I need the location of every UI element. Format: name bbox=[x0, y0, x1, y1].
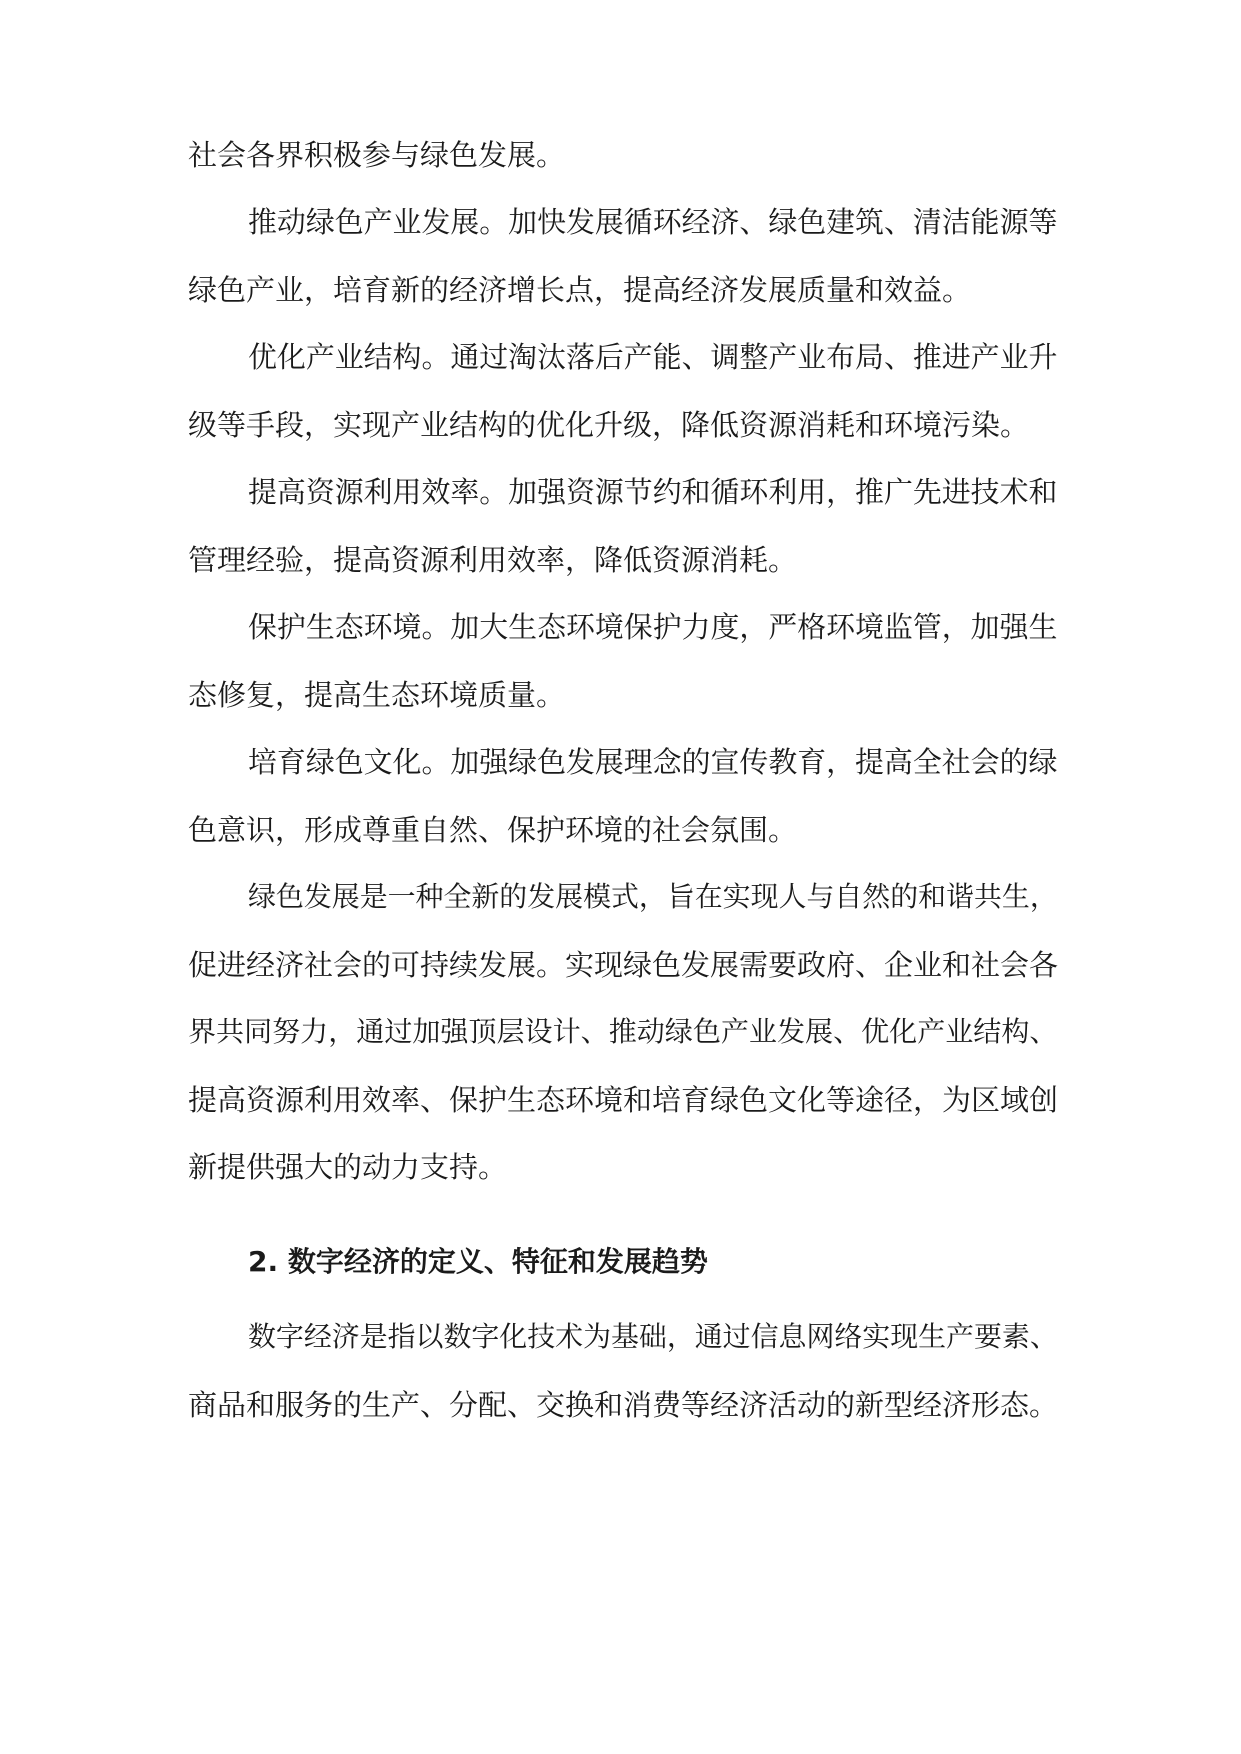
text-line: 色意识，形成尊重自然、保护环境的社会氛围。 bbox=[188, 813, 798, 847]
text-line: 绿色产业，培育新的经济增长点，提高经济发展质量和效益。 bbox=[188, 273, 972, 307]
text-line: 保护生态环境。加大生态环境保护力度，严格环境监管，加强生 bbox=[248, 610, 1058, 644]
text-line: 促进经济社会的可持续发展。实现绿色发展需要政府、企业和社会各 bbox=[188, 948, 1059, 982]
text-line: 培育绿色文化。加强绿色发展理念的宣传教育，提高全社会的绿 bbox=[248, 745, 1058, 779]
text-line: 级等手段，实现产业结构的优化升级，降低资源消耗和环境污染。 bbox=[188, 408, 1030, 442]
text-line: 提高资源利用效率。加强资源节约和循环利用，推广先进技术和 bbox=[248, 475, 1058, 509]
text-line: 绿色发展是一种全新的发展模式，旨在实现人与自然的和谐共生， bbox=[248, 880, 1058, 913]
text-line: 态修复，提高生态环境质量。 bbox=[188, 678, 566, 712]
text-line: 数字经济是指以数字化技术为基础，通过信息网络实现生产要素、 bbox=[248, 1320, 1058, 1353]
text-line: 优化产业结构。通过淘汰落后产能、调整产业布局、推进产业升 bbox=[248, 340, 1058, 374]
text-line: 提高资源利用效率、保护生态环境和培育绿色文化等途径，为区域创 bbox=[188, 1083, 1059, 1117]
text-line: 推动绿色产业发展。加快发展循环经济、绿色建筑、清洁能源等 bbox=[248, 205, 1058, 239]
text-line: 新提供强大的动力支持。 bbox=[188, 1150, 508, 1184]
text-line: 商品和服务的生产、分配、交换和消费等经济活动的新型经济形态。 bbox=[188, 1388, 1059, 1422]
text-line: 社会各界积极参与绿色发展。 bbox=[188, 138, 566, 172]
section-heading: 2. 数字经济的定义、特征和发展趋势 bbox=[248, 1245, 708, 1278]
text-line: 管理经验，提高资源利用效率，降低资源消耗。 bbox=[188, 543, 798, 577]
text-line: 界共同努力，通过加强顶层设计、推动绿色产业发展、优化产业结构、 bbox=[188, 1015, 1058, 1048]
